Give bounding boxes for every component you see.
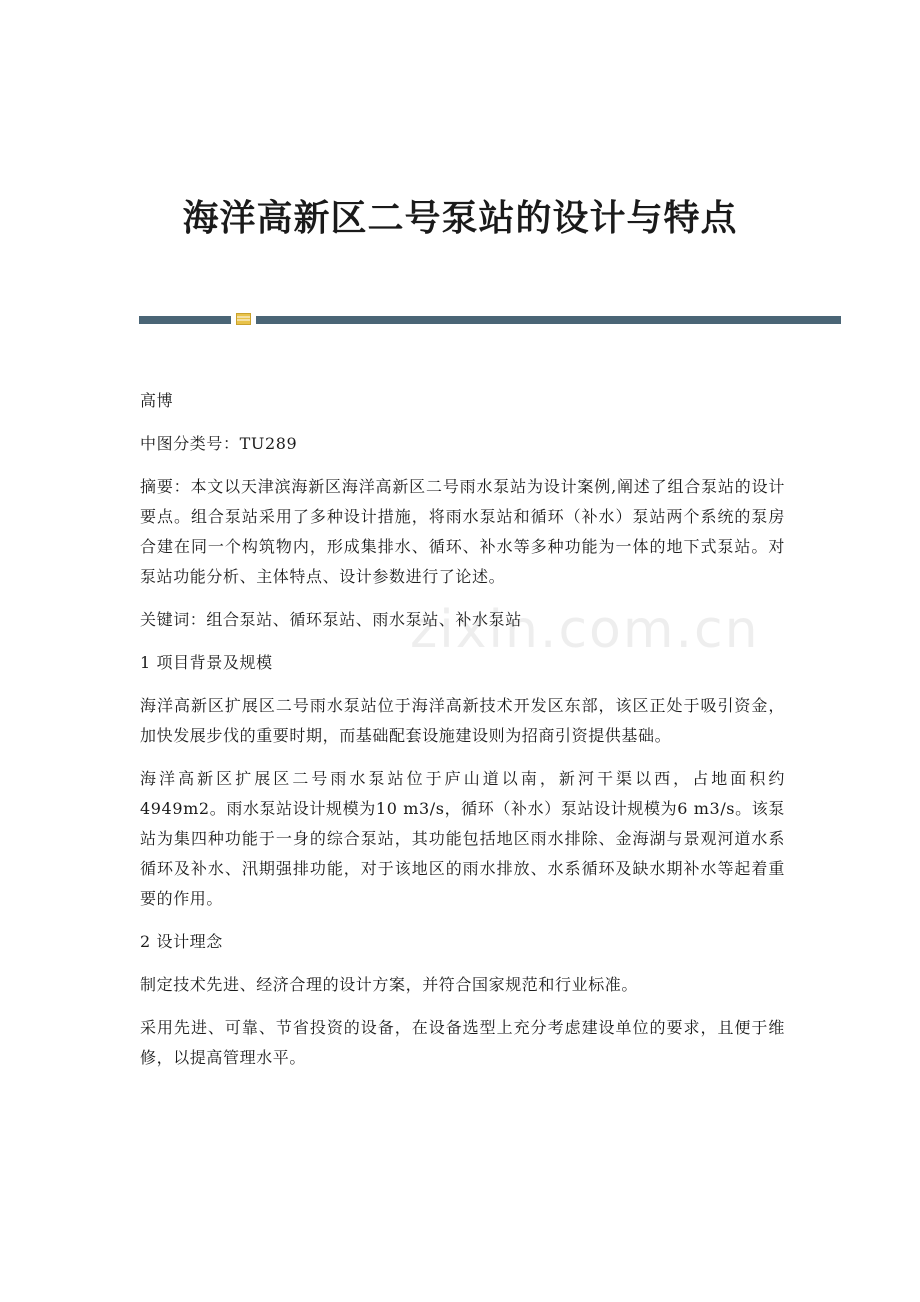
envelope-icon: [236, 313, 251, 325]
section-heading-2: 2 设计理念: [140, 932, 223, 951]
body-paragraph: 海洋高新区扩展区二号雨水泵站位于海洋高新技术开发区东部，该区正处于吸引资金，加快发展步伐的重要时期，而基础配套设施建设则为招商引资提供基础。: [140, 696, 785, 745]
section-heading-1: 1 项目背景及规模: [140, 653, 273, 672]
title-divider: [139, 312, 841, 326]
abstract: 摘要：本文以天津滨海新区海洋高新区二号雨水泵站为设计案例,阐述了组合泵站的设计要点。组合泵站采用了多种设计措施，将雨水泵站和循环（补水）泵站两个系统的泵房合建在同一个构筑物内，形成集排水、循环、补水等多种功能为一体的地下式泵站。对泵站功能分析、主体特点、设计参数进行了论述。: [140, 477, 785, 586]
author: 高博: [140, 391, 174, 410]
watermark: zixin.com.cn: [410, 600, 760, 660]
divider-bar-left: [139, 316, 231, 324]
body-paragraph: 制定技术先进、经济合理的设计方案，并符合国家规范和行业标准。: [140, 975, 639, 994]
keywords: 关键词：组合泵站、循环泵站、雨水泵站、补水泵站: [140, 610, 522, 629]
body-paragraph: 采用先进、可靠、节省投资的设备，在设备选型上充分考虑建设单位的要求，且便于维修，以提高管理水平。: [140, 1018, 785, 1067]
document-title: 海洋高新区二号泵站的设计与特点: [182, 197, 738, 239]
document-body: [140, 386, 785, 1086]
divider-bar-right: [256, 316, 841, 324]
classification-number: 中图分类号：TU289: [140, 434, 298, 453]
body-paragraph: 海洋高新区扩展区二号雨水泵站位于庐山道以南，新河干渠以西，占地面积约4949m2。雨水泵站设计规模为10 m3/s，循环（补水）泵站设计规模为6 m3/s。该泵站为集四种功能于一身的综合泵站，其功能包括地区雨水排除、金海湖与景观河道水系循环及补水、汛期强排功能，对于该地区的雨水排放、水系循环及缺水期补水等起着重要的作用。: [140, 769, 785, 908]
